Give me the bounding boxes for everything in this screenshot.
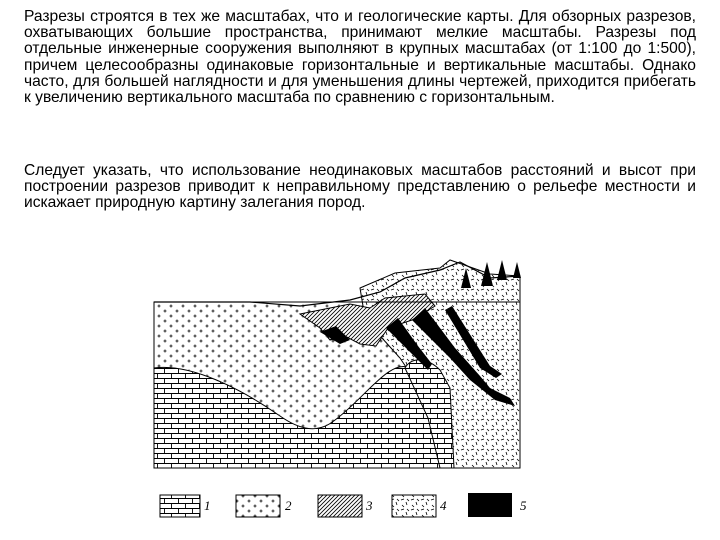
legend [160, 493, 527, 517]
legend-label-5: 5 [520, 498, 527, 513]
paragraph-1: Разрезы строятся в тех же масштабах, что и геологические карты. Для обзорных разрезов, охватывающих большие пространства, принимают мелкие масштабы. Разрезы под отдельные инженерные сооружения выполняют в крупных масштабах (от 1:100 до 1:500), причем целесообразны одинаковые горизонтальные и вертикальные масштабы. Однако часто, для большей наглядности и для уменьшения длины чертежей, приходится прибегать к увеличению вертикального масштаба по сравнению с горизонтальным. [24, 8, 696, 107]
cross-section [154, 260, 521, 468]
legend-item-4 [392, 495, 447, 517]
legend-label-3: 3 [366, 498, 373, 513]
legend-item-1 [160, 495, 211, 517]
geologic-section-figure [150, 248, 550, 533]
paragraph-2: Следует указать, что использование неодинаковых масштабов расстояний и высот при построении разрезов приводит к неправильному представлению о рельефе местности и искажает природную картину залегания пород. [24, 162, 696, 212]
legend-item-3 [318, 495, 373, 517]
legend-label-4: 4 [440, 498, 447, 513]
legend-label-2: 2 [285, 498, 292, 513]
legend-label-1: 1 [204, 498, 211, 513]
legend-item-5 [468, 493, 527, 517]
legend-item-2 [236, 495, 292, 517]
